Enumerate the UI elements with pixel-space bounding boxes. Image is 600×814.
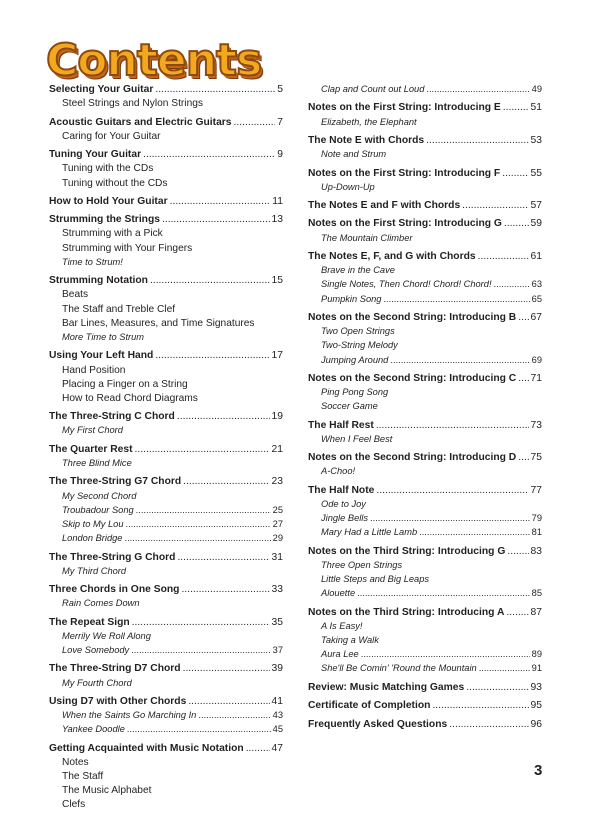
- toc-chapter-entry: [308, 682, 542, 696]
- toc-chapter-entry: [49, 411, 283, 425]
- entry-title: Strumming with a Pick: [62, 228, 163, 240]
- entry-title: Notes on the First String: Introducing F: [308, 167, 501, 179]
- toc-song-entry: [49, 257, 283, 271]
- entry-title: Yankee Doodle: [62, 724, 125, 735]
- entry-title: Taking a Walk: [321, 635, 379, 645]
- entry-title: My Fourth Chord: [62, 677, 132, 688]
- entry-page-number: 63: [531, 279, 542, 290]
- toc-chapter-entry: [49, 214, 283, 228]
- toc-subtopic-entry: [49, 131, 283, 145]
- entry-title: The Note E with Chords: [308, 134, 425, 146]
- toc-song-entry: [308, 182, 542, 196]
- entry-title: Three Chords in One Song: [49, 584, 180, 596]
- entry-page-number: 37: [272, 645, 283, 655]
- entry-title: The Repeat Sign: [49, 616, 130, 628]
- entry-page-number: 91: [531, 663, 542, 674]
- dot-leader: [449, 719, 528, 730]
- entry-title: Frequently Asked Questions: [308, 718, 448, 730]
- entry-title: Notes on the First String: Introducing E: [308, 102, 501, 114]
- toc-song-entry: [308, 401, 542, 415]
- toc-song-entry: [308, 499, 542, 513]
- entry-title: Pumpkin Song: [321, 293, 382, 304]
- entry-title: Using Your Left Hand: [49, 350, 154, 362]
- toc-chapter-entry: [308, 485, 542, 499]
- entry-title: Two Open Strings: [321, 326, 395, 337]
- dot-leader: [155, 350, 269, 361]
- entry-title: The Mountain Climber: [321, 232, 413, 243]
- toc-chapter-entry: [49, 696, 283, 710]
- entry-page-number: 27: [272, 518, 283, 529]
- dot-leader: [162, 214, 270, 225]
- entry-page-number: 93: [530, 681, 542, 693]
- entry-page-number: 55: [530, 167, 542, 179]
- toc-song-entry: [308, 149, 542, 163]
- toc-song-entry: [308, 84, 542, 98]
- page-number: 3: [534, 762, 543, 779]
- toc-chapter-entry: [308, 607, 542, 621]
- entry-title: Strumming Notation: [49, 275, 148, 287]
- dot-leader: [518, 312, 528, 323]
- entry-title: More Time to Strum: [62, 331, 145, 342]
- dot-leader: [357, 588, 530, 598]
- entry-page-number: 81: [531, 527, 542, 538]
- dot-leader: [478, 251, 529, 262]
- entry-page-number: 79: [531, 513, 542, 524]
- entry-title: Review: Music Matching Games: [308, 681, 465, 693]
- toc-song-entry: [308, 635, 542, 649]
- entry-page-number: 45: [272, 724, 283, 735]
- entry-page-number: 7: [277, 116, 283, 128]
- toc-column-right: [308, 84, 542, 733]
- toc-song-entry: [49, 505, 283, 519]
- toc-subtopic-entry: [49, 799, 283, 813]
- dot-leader: [503, 102, 529, 113]
- entry-title: Brave in the Cave: [321, 265, 395, 276]
- toc-subtopic-entry: [49, 379, 283, 393]
- entry-title: Skip to My Lou: [62, 518, 124, 529]
- entry-title: Notes on the Second String: Introducing C: [308, 372, 517, 384]
- toc-subtopic-entry: [49, 98, 283, 112]
- entry-title: Ode to Joy: [321, 498, 366, 509]
- dot-leader: [181, 584, 269, 595]
- dot-leader: [502, 168, 528, 179]
- toc-chapter-entry: [49, 584, 283, 598]
- entry-title: Beats: [62, 289, 89, 301]
- dot-leader: [183, 663, 270, 674]
- toc-song-entry: [308, 434, 542, 448]
- entry-title: My Second Chord: [62, 490, 137, 501]
- toc-subtopic-entry: [49, 785, 283, 799]
- toc-chapter-entry: [308, 168, 542, 182]
- toc-subtopic-entry: [49, 771, 283, 785]
- dot-leader: [419, 527, 530, 537]
- page-title: Contents: [46, 35, 262, 86]
- entry-page-number: 75: [530, 452, 542, 464]
- entry-page-number: 96: [530, 718, 542, 730]
- toc-chapter-entry: [308, 200, 542, 214]
- toc-song-entry: [308, 340, 542, 354]
- entry-page-number: 87: [530, 606, 542, 618]
- dot-leader: [234, 117, 276, 128]
- entry-page-number: 31: [271, 551, 283, 563]
- toc-chapter-entry: [308, 218, 542, 232]
- toc-song-entry: [308, 233, 542, 247]
- toc-song-entry: [308, 513, 542, 527]
- toc-chapter-entry: [49, 552, 283, 566]
- entry-page-number: 11: [272, 195, 283, 207]
- entry-page-number: 43: [272, 710, 283, 721]
- entry-title: The Half Rest: [308, 419, 374, 431]
- dot-leader: [183, 476, 269, 487]
- toc-song-entry: [308, 574, 542, 588]
- entry-title: The Three-String G7 Chord: [49, 476, 182, 488]
- entry-title: Notes: [62, 756, 89, 768]
- dot-leader: [479, 663, 530, 673]
- entry-title: Three Blind Mice: [62, 458, 132, 468]
- entry-page-number: 29: [272, 533, 283, 544]
- entry-title: Up-Down-Up: [321, 181, 375, 192]
- entry-title: The Staff: [62, 771, 104, 783]
- dot-leader: [136, 505, 271, 515]
- entry-title: Clefs: [62, 799, 86, 811]
- toc-subtopic-entry: [49, 243, 283, 257]
- entry-title: Notes on the Second String: Introducing D: [308, 452, 517, 464]
- dot-leader: [383, 294, 529, 304]
- entry-page-number: 13: [271, 214, 283, 226]
- toc-subtopic-entry: [49, 178, 283, 192]
- entry-page-number: 25: [272, 504, 283, 515]
- dot-leader: [131, 645, 270, 655]
- entry-page-number: 17: [271, 350, 283, 362]
- toc-chapter-entry: [49, 444, 283, 458]
- toc-chapter-entry: [49, 663, 283, 677]
- toc-song-entry: [49, 332, 283, 346]
- entry-title: Soccer Game: [321, 401, 378, 412]
- toc-song-entry: [49, 566, 283, 580]
- toc-song-entry: [308, 588, 542, 602]
- toc-song-entry: [308, 326, 542, 340]
- entry-page-number: 39: [271, 663, 283, 675]
- entry-title: The Staff and Treble Clef: [62, 303, 176, 315]
- entry-title: Mary Had a Little Lamb: [321, 527, 418, 538]
- toc-song-entry: [308, 663, 542, 677]
- entry-title: Clap and Count out Loud: [321, 84, 425, 94]
- toc-chapter-entry: [49, 84, 283, 98]
- toc-song-entry: [308, 117, 542, 131]
- toc-chapter-entry: [49, 476, 283, 490]
- entry-title: How to Hold Your Guitar: [49, 195, 168, 207]
- entry-page-number: 67: [530, 311, 542, 323]
- entry-page-number: 73: [530, 419, 542, 431]
- toc-song-entry: [49, 519, 283, 533]
- toc-song-entry: [49, 491, 283, 505]
- entry-page-number: 95: [530, 700, 542, 712]
- toc-song-entry: [49, 645, 283, 659]
- dot-leader: [170, 196, 271, 207]
- entry-page-number: 33: [271, 584, 283, 596]
- entry-page-number: 21: [271, 443, 283, 455]
- toc-chapter-entry: [49, 149, 283, 163]
- entry-title: The Music Alphabet: [62, 785, 152, 797]
- toc-song-entry: [308, 527, 542, 541]
- dot-leader: [426, 135, 528, 146]
- toc-chapter-entry: [49, 196, 283, 210]
- dot-leader: [135, 444, 270, 455]
- entry-title: Using D7 with Other Chords: [49, 695, 187, 707]
- entry-page-number: 71: [530, 372, 542, 384]
- toc-song-entry: [308, 466, 542, 480]
- entry-page-number: 5: [277, 84, 283, 95]
- entry-title: Jingle Bells: [321, 513, 369, 524]
- entry-title: Jumping Around: [321, 354, 389, 365]
- dot-leader: [506, 607, 528, 618]
- toc-chapter-entry: [308, 700, 542, 714]
- entry-title: Merrily We Roll Along: [62, 630, 151, 641]
- entry-page-number: 9: [277, 149, 283, 161]
- entry-page-number: 49: [531, 84, 542, 94]
- toc-chapter-entry: [308, 420, 542, 434]
- toc-song-entry: [308, 279, 542, 293]
- dot-leader: [177, 552, 269, 563]
- entry-title: Two-String Melody: [321, 340, 398, 351]
- entry-title: Getting Acquainted with Music Notation: [49, 742, 244, 754]
- entry-title: Aura Lee: [321, 649, 359, 660]
- entry-title: Elizabeth, the Elephant: [321, 116, 417, 127]
- entry-title: She'll Be Comin' 'Round the Mountain: [321, 663, 477, 674]
- toc-subtopic-entry: [49, 304, 283, 318]
- entry-title: Note and Strum: [321, 149, 387, 160]
- entry-title: Ping Pong Song: [321, 387, 389, 398]
- dot-leader: [127, 724, 271, 734]
- toc-song-entry: [308, 294, 542, 308]
- dot-leader: [143, 149, 275, 160]
- entry-title: Selecting Your Guitar: [49, 84, 154, 95]
- toc-chapter-entry: [49, 743, 283, 757]
- entry-title: Strumming with Your Fingers: [62, 242, 193, 254]
- dot-leader: [518, 373, 528, 384]
- dot-leader: [376, 485, 528, 496]
- toc-subtopic-entry: [49, 289, 283, 303]
- toc-song-entry: [49, 710, 283, 724]
- dot-leader: [188, 696, 269, 707]
- entry-title: Troubadour Song: [62, 504, 134, 515]
- entry-page-number: 23: [271, 476, 283, 488]
- toc-chapter-entry: [49, 275, 283, 289]
- toc-chapter-entry: [308, 102, 542, 116]
- dot-leader: [376, 420, 529, 431]
- entry-title: Notes on the Third String: Introducing G: [308, 545, 506, 557]
- toc-column-left: [49, 84, 283, 814]
- toc-subtopic-entry: [49, 228, 283, 242]
- entry-title: A-Choo!: [321, 466, 356, 477]
- entry-title: Time to Strum!: [62, 256, 123, 267]
- entry-title: London Bridge: [62, 533, 123, 544]
- entry-title: Notes on the Second String: Introducing B: [308, 311, 517, 323]
- dot-leader: [132, 617, 270, 628]
- dot-leader: [177, 411, 270, 422]
- entry-title: Notes on the First String: Introducing G: [308, 218, 502, 230]
- entry-page-number: 53: [530, 134, 542, 146]
- dot-leader: [155, 84, 275, 95]
- entry-title: Little Steps and Big Leaps: [321, 574, 430, 585]
- toc-song-entry: [308, 560, 542, 574]
- dot-leader: [518, 452, 528, 463]
- entry-title: A Is Easy!: [321, 620, 363, 631]
- dot-leader: [370, 513, 530, 523]
- entry-page-number: 19: [271, 411, 283, 423]
- toc-subtopic-entry: [49, 393, 283, 407]
- entry-page-number: 85: [531, 588, 542, 599]
- entry-title: Steel Strings and Nylon Strings: [62, 98, 203, 110]
- entry-title: Love Somebody: [62, 645, 130, 655]
- toc-chapter-entry: [308, 135, 542, 149]
- entry-title: Tuning Your Guitar: [49, 149, 142, 161]
- toc-song-entry: [308, 265, 542, 279]
- toc-chapter-entry: [308, 373, 542, 387]
- dot-leader: [361, 649, 530, 659]
- entry-page-number: 57: [530, 200, 542, 212]
- dot-leader: [432, 700, 528, 711]
- toc-subtopic-entry: [49, 365, 283, 379]
- entry-title: Tuning without the CDs: [62, 177, 168, 189]
- entry-page-number: 61: [530, 251, 542, 262]
- toc-song-entry: [49, 598, 283, 612]
- toc-chapter-entry: [308, 251, 542, 265]
- entry-title: When I Feel Best: [321, 433, 393, 444]
- entry-title: Three Open Strings: [321, 559, 403, 570]
- entry-page-number: 15: [271, 275, 283, 287]
- entry-title: Alouette: [321, 588, 356, 599]
- entry-page-number: 65: [531, 293, 542, 304]
- entry-page-number: 59: [530, 218, 542, 230]
- entry-title: Strumming the Strings: [49, 214, 160, 226]
- toc-song-entry: [49, 458, 283, 472]
- entry-page-number: 77: [530, 484, 542, 496]
- toc-chapter-entry: [49, 350, 283, 364]
- entry-title: Acoustic Guitars and Electric Guitars: [49, 116, 232, 128]
- entry-title: Hand Position: [62, 364, 126, 376]
- toc-chapter-entry: [308, 546, 542, 560]
- entry-title: Tuning with the CDs: [62, 163, 154, 175]
- entry-title: How to Read Chord Diagrams: [62, 392, 198, 404]
- dot-leader: [426, 84, 529, 94]
- toc-chapter-entry: [308, 719, 542, 733]
- entry-title: The Notes E and F with Chords: [308, 200, 461, 212]
- toc-subtopic-entry: [49, 163, 283, 177]
- entry-title: Certificate of Completion: [308, 700, 431, 712]
- toc-song-entry: [49, 678, 283, 692]
- toc-song-entry: [308, 621, 542, 635]
- entry-title: Placing a Finger on a String: [62, 378, 188, 390]
- entry-title: When the Saints Go Marching In: [62, 710, 197, 721]
- toc-subtopic-entry: [49, 318, 283, 332]
- entry-title: Bar Lines, Measures, and Time Signatures: [62, 317, 255, 329]
- entry-page-number: 51: [530, 102, 542, 114]
- dot-leader: [466, 682, 528, 693]
- entry-title: My Third Chord: [62, 565, 127, 576]
- toc-song-entry: [49, 425, 283, 439]
- dot-leader: [246, 743, 270, 754]
- dot-leader: [507, 546, 528, 557]
- entry-title: Caring for Your Guitar: [62, 130, 161, 142]
- entry-page-number: 35: [271, 616, 283, 628]
- toc-chapter-entry: [49, 617, 283, 631]
- toc-subtopic-entry: [49, 757, 283, 771]
- dot-leader: [124, 533, 270, 543]
- entry-title: The Three-String C Chord: [49, 411, 175, 423]
- entry-title: Single Notes, Then Chord! Chord! Chord!: [321, 279, 492, 290]
- entry-title: The Three-String D7 Chord: [49, 663, 181, 675]
- entry-page-number: 69: [531, 354, 542, 365]
- toc-chapter-entry: [49, 117, 283, 131]
- dot-leader: [198, 710, 270, 720]
- toc-chapter-entry: [308, 452, 542, 466]
- toc-song-entry: [308, 355, 542, 369]
- dot-leader: [504, 218, 529, 229]
- entry-page-number: 89: [531, 649, 542, 660]
- entry-title: Notes on the Third String: Introducing A: [308, 606, 505, 618]
- entry-title: The Quarter Rest: [49, 443, 133, 455]
- toc-song-entry: [49, 533, 283, 547]
- toc-song-entry: [49, 631, 283, 645]
- toc-chapter-entry: [308, 312, 542, 326]
- toc-song-entry: [49, 724, 283, 738]
- entry-title: The Half Note: [308, 484, 375, 496]
- entry-page-number: 83: [530, 545, 542, 557]
- dot-leader: [462, 200, 528, 211]
- dot-leader: [126, 519, 271, 529]
- entry-title: My First Chord: [62, 425, 123, 436]
- toc-song-entry: [308, 387, 542, 401]
- entry-page-number: 41: [271, 695, 283, 707]
- entry-title: The Three-String G Chord: [49, 551, 176, 563]
- dot-leader: [390, 355, 529, 365]
- entry-title: Rain Comes Down: [62, 598, 140, 609]
- dot-leader: [150, 275, 270, 286]
- dot-leader: [494, 279, 530, 289]
- entry-page-number: 47: [271, 742, 283, 754]
- entry-title: The Notes E, F, and G with Chords: [308, 251, 476, 262]
- toc-song-entry: [308, 649, 542, 663]
